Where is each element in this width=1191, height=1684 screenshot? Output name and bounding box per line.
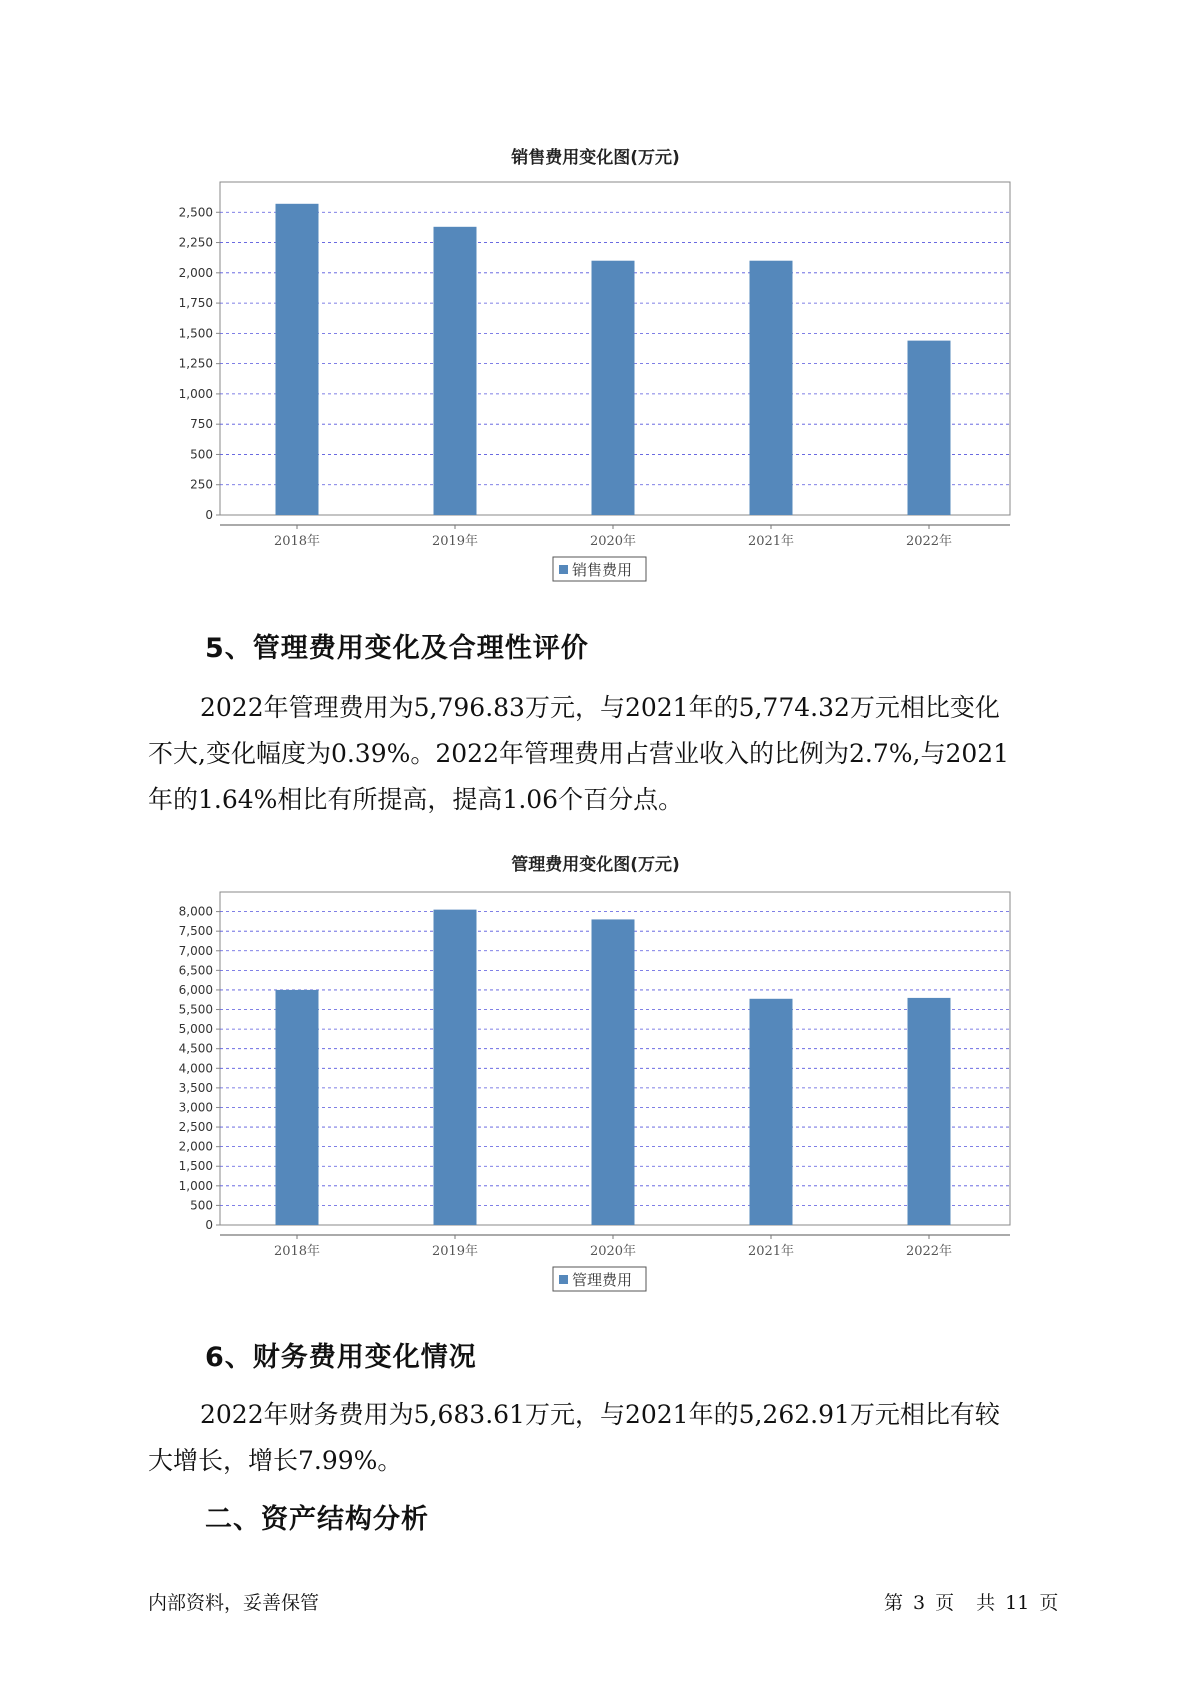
section6-heading: 6、财务费用变化情况 <box>205 1342 477 1373</box>
y-tick-label: 7,500 <box>178 924 213 939</box>
section6-line-2: 大增长，增长7.99%。 <box>148 1446 403 1475</box>
y-tick-label: 3,000 <box>178 1100 213 1115</box>
bar-2020年 <box>592 261 635 515</box>
y-tick-label: 8,000 <box>178 904 213 919</box>
footer-total-label-2: 页 <box>1039 1592 1059 1614</box>
bar-2018年 <box>276 990 319 1225</box>
chart1-sales-expense <box>0 150 1191 590</box>
chart1-title: 销售费用变化图(万元) <box>511 148 680 168</box>
x-tick-label: 2021年 <box>747 1244 795 1259</box>
section-two-heading: 二、资产结构分析 <box>205 1504 429 1535</box>
x-tick-label: 2019年 <box>431 1244 479 1259</box>
y-tick-label: 4,000 <box>178 1061 213 1076</box>
y-tick-label: 1,750 <box>178 296 213 311</box>
y-tick-label: 6,500 <box>178 963 213 978</box>
y-tick-label: 2,500 <box>178 1120 213 1135</box>
bar-2021年 <box>750 999 793 1225</box>
y-tick-label: 2,500 <box>178 205 213 220</box>
x-tick-label: 2018年 <box>273 1244 321 1259</box>
y-tick-label: 7,000 <box>178 943 213 958</box>
section6-line-1: 2022年财务费用为5,683.61万元，与2021年的5,262.91万元相比有较 <box>200 1400 1000 1429</box>
section5-line-3: 年的1.64%相比有所提高，提高1.06个百分点。 <box>148 785 684 814</box>
x-tick-label: 2018年 <box>273 534 321 549</box>
legend-label: 管理费用 <box>572 1271 633 1289</box>
footer-page-label-2: 页 <box>935 1592 955 1614</box>
section5-line-1: 2022年管理费用为5,796.83万元，与2021年的5,774.32万元相比变化 <box>200 693 1000 722</box>
bar-2022年 <box>908 341 951 515</box>
footer-page-label-1: 第 <box>884 1592 904 1614</box>
chart2-admin-expense <box>0 860 1191 1300</box>
y-tick-label: 3,500 <box>178 1080 213 1095</box>
y-tick-label: 1,250 <box>178 356 213 371</box>
y-tick-label: 1,000 <box>178 1178 213 1193</box>
y-tick-label: 0 <box>205 508 213 522</box>
y-tick-label: 1,000 <box>178 386 213 401</box>
y-tick-label: 1,500 <box>178 1159 213 1174</box>
section6-paragraph <box>148 1392 1048 1484</box>
y-tick-label: 5,500 <box>178 1002 213 1017</box>
y-tick-label: 2,000 <box>178 1139 213 1154</box>
y-tick-label: 0 <box>205 1218 213 1232</box>
legend-label: 销售费用 <box>572 561 633 579</box>
y-tick-label: 1,500 <box>178 326 213 341</box>
y-tick-label: 6,000 <box>178 982 213 997</box>
section5-paragraph <box>148 685 1048 823</box>
y-tick-label: 750 <box>190 417 213 432</box>
footer-total-label-1: 共 <box>976 1592 996 1614</box>
legend-swatch <box>559 1275 568 1284</box>
bar-2022年 <box>908 998 951 1225</box>
footer-page-number: 3 <box>913 1592 926 1614</box>
x-tick-label: 2020年 <box>589 534 637 549</box>
section5-line-2: 不大,变化幅度为0.39%。2022年管理费用占营业收入的比例为2.7%,与2021 <box>148 739 1010 768</box>
bar-2020年 <box>592 919 635 1225</box>
footer-confidential: 内部资料，妥善保管 <box>148 1592 320 1614</box>
x-tick-label: 2020年 <box>589 1244 637 1259</box>
legend-swatch <box>559 565 568 574</box>
chart2-title: 管理费用变化图(万元) <box>511 855 680 875</box>
y-tick-label: 2,000 <box>178 265 213 280</box>
bar-2019年 <box>434 910 477 1225</box>
footer-page-info <box>884 1588 1068 1615</box>
y-tick-label: 500 <box>190 1198 213 1213</box>
y-tick-label: 250 <box>190 477 213 492</box>
x-tick-label: 2019年 <box>431 534 479 549</box>
y-tick-label: 2,250 <box>178 235 213 250</box>
y-tick-label: 5,000 <box>178 1022 213 1037</box>
bar-2019年 <box>434 227 477 515</box>
x-tick-label: 2022年 <box>905 534 953 549</box>
footer-total-pages: 11 <box>1005 1592 1030 1614</box>
y-tick-label: 500 <box>190 447 213 462</box>
section5-heading: 5、管理费用变化及合理性评价 <box>205 633 589 664</box>
x-tick-label: 2021年 <box>747 534 795 549</box>
bar-2018年 <box>276 204 319 515</box>
x-tick-label: 2022年 <box>905 1244 953 1259</box>
bar-2021年 <box>750 261 793 515</box>
y-tick-label: 4,500 <box>178 1041 213 1056</box>
